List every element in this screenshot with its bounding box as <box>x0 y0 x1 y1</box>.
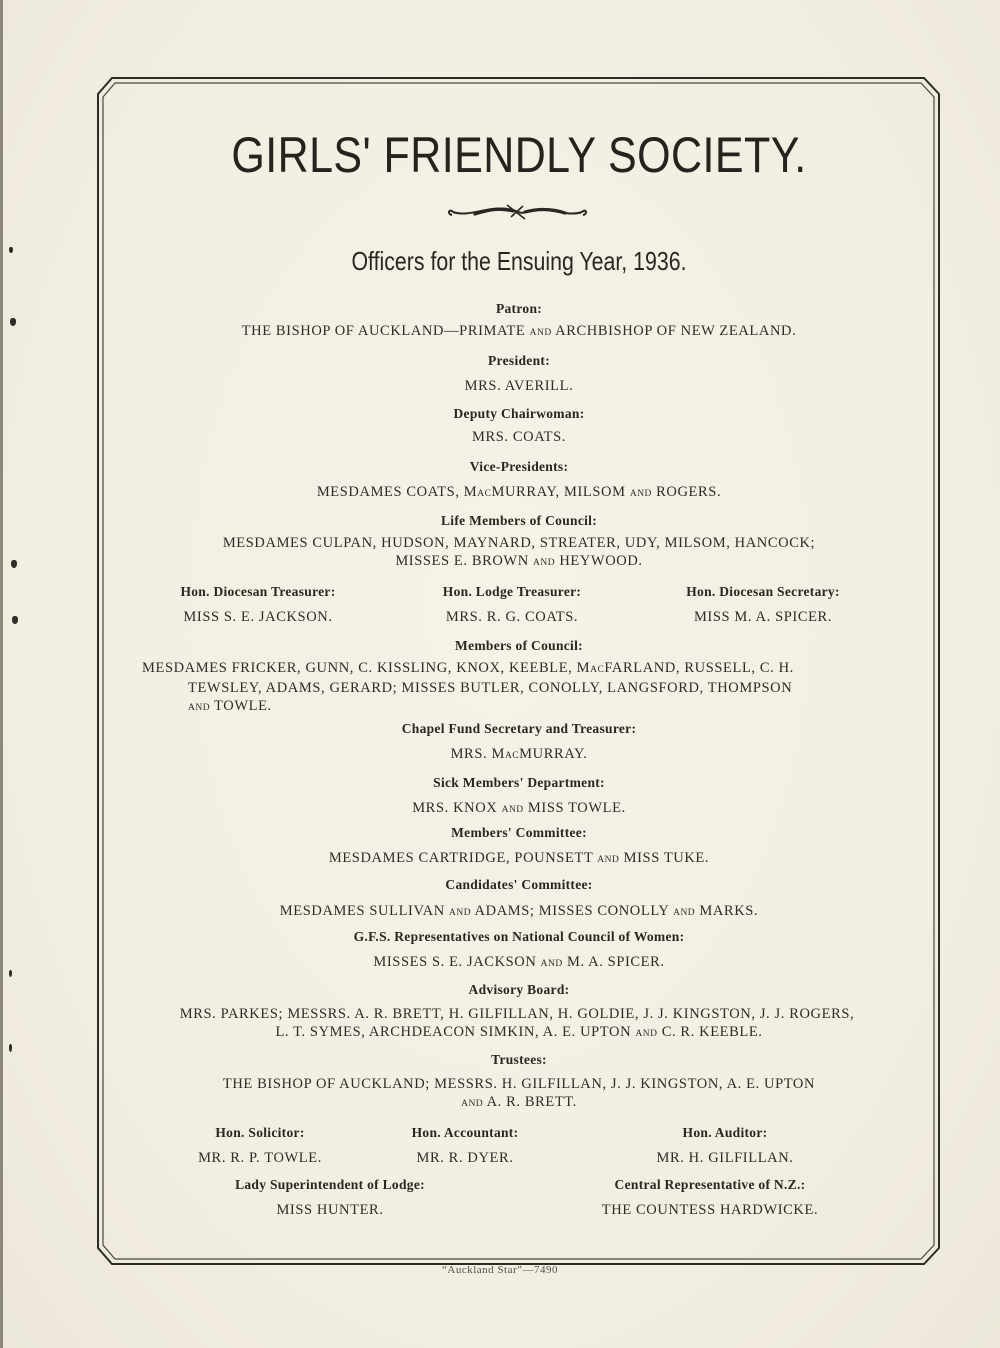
section-names: MRS. COATS. <box>471 429 567 445</box>
conjunction: AND <box>188 703 211 713</box>
section-central-representative <box>560 1176 860 1219</box>
section-names <box>110 1005 928 1043</box>
section-names: MRS. AVERILL. <box>464 378 574 394</box>
names-text: MISSES S. E. JACKSON <box>373 954 541 970</box>
names-text: A. R. BRETT. <box>483 1094 577 1110</box>
section-life-members <box>110 512 928 572</box>
names-line: MRS. PARKES; MESSRS. A. R. BRETT, H. GILFILLAN, H. GOLDIE, J. J. KINGSTON, J. J. ROGERS, <box>179 1006 855 1022</box>
names-line <box>110 1093 928 1113</box>
section-names: MR. R. DYER. <box>416 1150 514 1166</box>
binding-mark <box>9 970 12 977</box>
section-patron <box>110 300 928 342</box>
section-names: MISS M. A. SPICER. <box>693 609 833 625</box>
mac-prefix: AC <box>590 665 605 675</box>
conjunction: AND <box>597 855 620 865</box>
conjunction: AND <box>673 908 696 918</box>
section-label: G.F.S. Representatives on National Council of Women: <box>353 929 685 944</box>
section-names <box>110 745 928 765</box>
section-names: THE COUNTESS HARDWICKE. <box>601 1202 819 1218</box>
binding-mark <box>11 560 17 568</box>
names-line: THE BISHOP OF AUCKLAND; MESSRS. H. GILFILLAN, J. J. KINGSTON, A. E. UPTON <box>222 1076 816 1092</box>
names-line <box>188 697 928 717</box>
conjunction: AND <box>461 1099 484 1109</box>
section-hon-lodge-treasurer <box>406 583 618 626</box>
section-hon-auditor <box>580 1124 870 1167</box>
page-edge <box>0 0 3 1348</box>
names-text: MISSES E. BROWN <box>395 553 534 569</box>
section-names <box>110 1075 928 1113</box>
section-label: Hon. Diocesan Secretary: <box>686 584 840 599</box>
section-names: MR. R. P. TOWLE. <box>198 1150 322 1166</box>
section-label: Patron: <box>495 301 543 316</box>
section-candidates-committee <box>110 876 928 922</box>
names-line <box>110 552 928 572</box>
names-text: MESDAMES FRICKER, GUNN, C. KISSLING, KNOX, KEEBLE, M <box>142 660 591 676</box>
names-text: MURRAY, MILSOM <box>491 484 630 500</box>
section-label: Hon. Solicitor: <box>215 1125 305 1140</box>
section-label: President: <box>488 353 550 368</box>
section-president <box>110 352 928 395</box>
names-text: L. T. SYMES, ARCHDEACON SIMKIN, A. E. UPTON <box>275 1024 636 1040</box>
names-text: MRS. KNOX <box>412 800 502 816</box>
conjunction: AND <box>449 908 472 918</box>
names-text: MISS TOWLE. <box>523 800 626 816</box>
section-names <box>110 953 928 973</box>
section-names <box>110 902 928 922</box>
section-label: Hon. Auditor: <box>682 1125 768 1140</box>
section-hon-diocesan-treasurer <box>110 583 406 626</box>
section-label: Members of Council: <box>455 638 583 653</box>
section-hon-diocesan-secretary <box>618 583 908 626</box>
section-names: MR. H. GILFILLAN. <box>656 1150 794 1166</box>
names-line <box>142 659 928 679</box>
conjunction: AND <box>533 558 556 568</box>
section-names: MISS S. E. JACKSON. <box>183 609 333 625</box>
names-line <box>110 1023 928 1043</box>
conjunction: AND <box>529 328 552 338</box>
section-names <box>110 534 928 572</box>
section-names: MISS HUNTER. <box>276 1202 384 1218</box>
names-text: HEYWOOD. <box>555 553 643 569</box>
section-ncw-representatives <box>110 928 928 973</box>
section-deputy-chairwoman <box>110 405 928 446</box>
names-text: MESDAMES SULLIVAN <box>279 903 450 919</box>
names-text: TOWLE. <box>210 698 272 714</box>
section-vice-presidents <box>110 458 928 503</box>
section-sick-members <box>110 774 928 819</box>
section-label: Hon. Diocesan Treasurer: <box>180 584 336 599</box>
names-line: TEWSLEY, ADAMS, GERARD; MISSES BUTLER, CONOLLY, LANGSFORD, THOMPSON <box>188 680 793 696</box>
section-members-of-council <box>110 637 928 717</box>
names-line: MESDAMES CULPAN, HUDSON, MAYNARD, STREATER, UDY, MILSOM, HANCOCK; <box>222 535 816 551</box>
section-names <box>110 322 928 342</box>
lodge-row <box>180 1176 860 1219</box>
names-text: MARKS. <box>695 903 759 919</box>
section-names: MRS. R. G. COATS. <box>445 609 579 625</box>
binding-mark <box>9 247 13 253</box>
conjunction: AND <box>629 489 652 499</box>
section-advisory-board <box>110 981 928 1043</box>
names-text: MESDAMES CARTRIDGE, POUNSETT <box>328 850 598 866</box>
legal-officers-row <box>150 1124 870 1167</box>
conjunction: AND <box>635 1029 658 1039</box>
section-label: Life Members of Council: <box>440 513 598 528</box>
section-members-committee <box>110 824 928 869</box>
section-label: Sick Members' Department: <box>433 775 605 790</box>
section-label: Candidates' Committee: <box>445 877 593 892</box>
section-label: Chapel Fund Secretary and Treasurer: <box>401 721 637 736</box>
names-text: MURRAY. <box>519 746 588 762</box>
scroll-flourish-icon <box>445 200 590 224</box>
names-text: ARCHBISHOP OF NEW ZEALAND. <box>551 323 797 339</box>
section-label: Hon. Accountant: <box>411 1125 519 1140</box>
names-text: MESDAMES COATS, M <box>316 484 478 500</box>
conjunction: AND <box>501 805 524 815</box>
section-label: Central Representative of N.Z.: <box>614 1177 806 1192</box>
section-label: Vice-Presidents: <box>469 459 569 474</box>
names-text: MRS. M <box>450 746 505 762</box>
binding-mark <box>12 616 18 624</box>
names-text: THE BISHOP OF AUCKLAND—PRIMATE <box>241 323 530 339</box>
names-text: ROGERS. <box>651 484 722 500</box>
names-text: M. A. SPICER. <box>562 954 665 970</box>
section-names <box>110 659 928 717</box>
section-hon-accountant <box>380 1124 550 1167</box>
document-title: GIRLS' FRIENDLY SOCIETY. <box>231 127 807 183</box>
section-label: Lady Superintendent of Lodge: <box>235 1177 425 1192</box>
binding-mark <box>10 318 16 326</box>
printer-credit: “Auckland Star”—7490 <box>442 1264 558 1276</box>
section-names <box>110 849 928 869</box>
names-text: ADAMS; MISSES CONOLLY <box>471 903 674 919</box>
conjunction: AND <box>540 959 563 969</box>
section-label: Deputy Chairwoman: <box>453 406 585 421</box>
names-text: FARLAND, RUSSELL, C. H. <box>604 660 794 676</box>
section-names <box>110 483 928 503</box>
names-text: C. R. KEEBLE. <box>657 1024 763 1040</box>
section-label: Hon. Lodge Treasurer: <box>442 584 582 599</box>
section-label: Trustees: <box>491 1052 547 1067</box>
binding-mark <box>9 1044 12 1052</box>
section-names <box>110 799 928 819</box>
treasurers-row <box>110 583 928 626</box>
section-chapel-fund <box>110 720 928 765</box>
section-trustees <box>110 1051 928 1113</box>
mac-prefix: AC <box>477 489 492 499</box>
section-lady-superintendent <box>180 1176 480 1219</box>
mac-prefix: AC <box>504 751 520 761</box>
section-hon-solicitor <box>150 1124 370 1167</box>
section-label: Members' Committee: <box>451 825 587 840</box>
document-subtitle: Officers for the Ensuing Year, 1936. <box>351 246 687 276</box>
section-label: Advisory Board: <box>468 982 570 997</box>
names-text: MISS TUKE. <box>619 850 710 866</box>
